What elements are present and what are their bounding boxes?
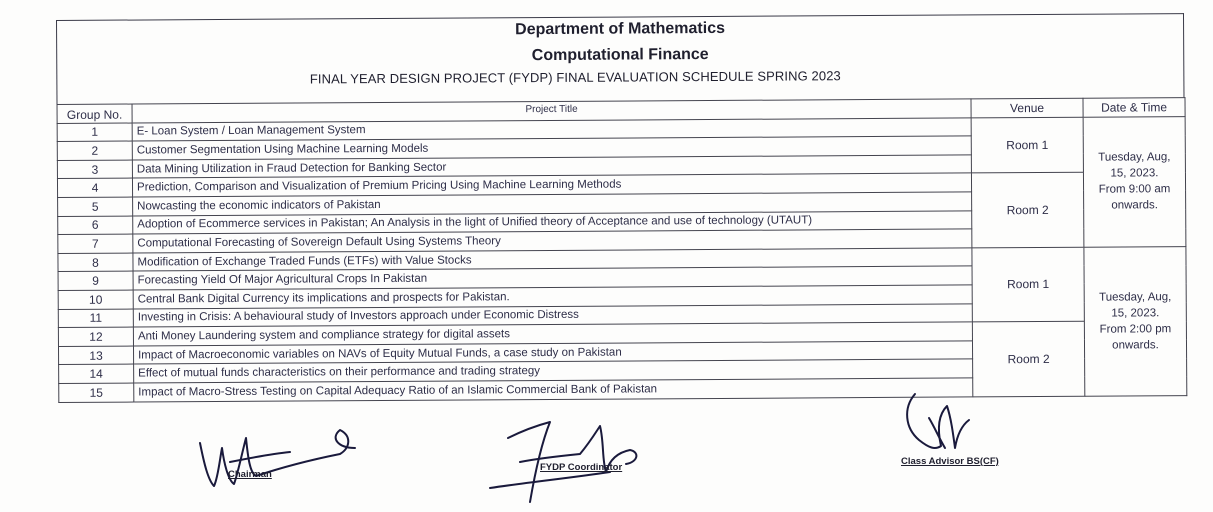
chairman-signature-block <box>190 418 370 498</box>
group-number: 6 <box>58 216 133 235</box>
department-title: Department of Mathematics <box>515 19 726 39</box>
project-title: Central Bank Digital Currency its implications and prospects for Pakistan. <box>133 285 972 309</box>
session-morning <box>1083 116 1186 247</box>
group-number: 7 <box>58 234 133 253</box>
group-number: 11 <box>58 309 133 328</box>
project-title: E- Loan System / Loan Management System <box>132 118 971 142</box>
group-number: 15 <box>59 383 134 402</box>
group-number: 8 <box>58 253 133 272</box>
session-time: From 2:00 pm <box>1099 322 1172 336</box>
venue-cell: Room 2 <box>971 173 1083 248</box>
session-afternoon <box>1084 246 1187 395</box>
project-title: Impact of Macro-Stress Testing on Capital Adequacy Ratio of an Islamic Commercial Bank of Pakistan <box>134 378 973 402</box>
project-title: Computational Forecasting of Sovereign Default Using Systems Theory <box>133 229 972 253</box>
group-no-header: Group No. <box>57 104 132 123</box>
session-suffix: onwards. <box>1112 338 1159 352</box>
advisor-label: Class Advisor BS(CF) <box>901 456 999 467</box>
schedule-table <box>57 97 1188 402</box>
coordinator-label: FYDP Coordinator <box>540 462 623 473</box>
session-suffix: onwards. <box>1111 199 1159 212</box>
session-date: 15, 2023. <box>1110 167 1159 180</box>
session-time: From 9:00 am <box>1098 183 1171 196</box>
project-title: Prediction, Comparison and Visualization of Premium Pricing Using Machine Learning Methods <box>132 173 971 197</box>
chairman-label: Chairman <box>228 469 272 480</box>
venue-cell: Room 1 <box>972 247 1084 322</box>
project-title: Data Mining Utilization in Fraud Detection for Banking Sector <box>132 155 971 179</box>
venue-cell: Room 2 <box>972 321 1084 396</box>
group-number: 13 <box>58 346 133 365</box>
date-time-header: Date & Time <box>1083 98 1185 117</box>
project-title: Customer Segmentation Using Machine Learning Models <box>132 136 971 160</box>
project-title: Modification of Exchange Traded Funds (ETFs) with Value Stocks <box>133 248 972 272</box>
schedule-sheet <box>56 13 1186 418</box>
project-title: Investing in Crisis: A behavioural study of Investors approach under Economic Distress <box>133 303 972 327</box>
group-number: 14 <box>59 364 134 383</box>
group-number: 9 <box>58 271 133 290</box>
group-number: 10 <box>58 290 133 309</box>
venue-header: Venue <box>971 98 1083 117</box>
group-number: 1 <box>57 123 132 142</box>
coordinator-signature <box>490 412 660 508</box>
schedule-title: FINAL YEAR DESIGN PROJECT (FYDP) FINAL EVALUATION SCHEDULE SPRING 2023 <box>309 68 841 87</box>
project-title: Forecasting Yield Of Major Agricultural Crops In Pakistan <box>133 266 972 290</box>
project-title: Anti Money Laundering system and compliance strategy for digital assets <box>133 322 972 346</box>
group-number: 12 <box>58 327 133 346</box>
session-date: 15, 2023. <box>1111 306 1160 320</box>
advisor-signature-block <box>895 388 1045 474</box>
project-title: Nowcasting the economic indicators of Pakistan <box>133 192 972 216</box>
chairman-signature <box>190 418 370 498</box>
document-header <box>56 13 1184 104</box>
venue-cell: Room 1 <box>971 117 1083 173</box>
project-title-header: Project Title <box>132 99 971 123</box>
group-number: 2 <box>57 141 132 160</box>
project-title: Adoption of Ecommerce services in Pakistan; An Analysis in the light of Unified theory of Acceptance and use of technology (UTAUT) <box>133 210 972 234</box>
program-title: Computational Finance <box>531 46 709 65</box>
group-number: 4 <box>57 178 132 197</box>
session-day: Tuesday, Aug, <box>1099 290 1172 304</box>
group-number: 5 <box>58 197 133 216</box>
coordinator-signature-block <box>490 412 660 508</box>
project-title: Impact of Macroeconomic variables on NAVs of Equity Mutual Funds, a case study on Pakistan <box>133 341 972 365</box>
project-title: Effect of mutual funds characteristics on their performance and trading strategy <box>134 359 973 383</box>
session-day: Tuesday, Aug, <box>1098 151 1171 164</box>
group-number: 3 <box>57 160 132 179</box>
